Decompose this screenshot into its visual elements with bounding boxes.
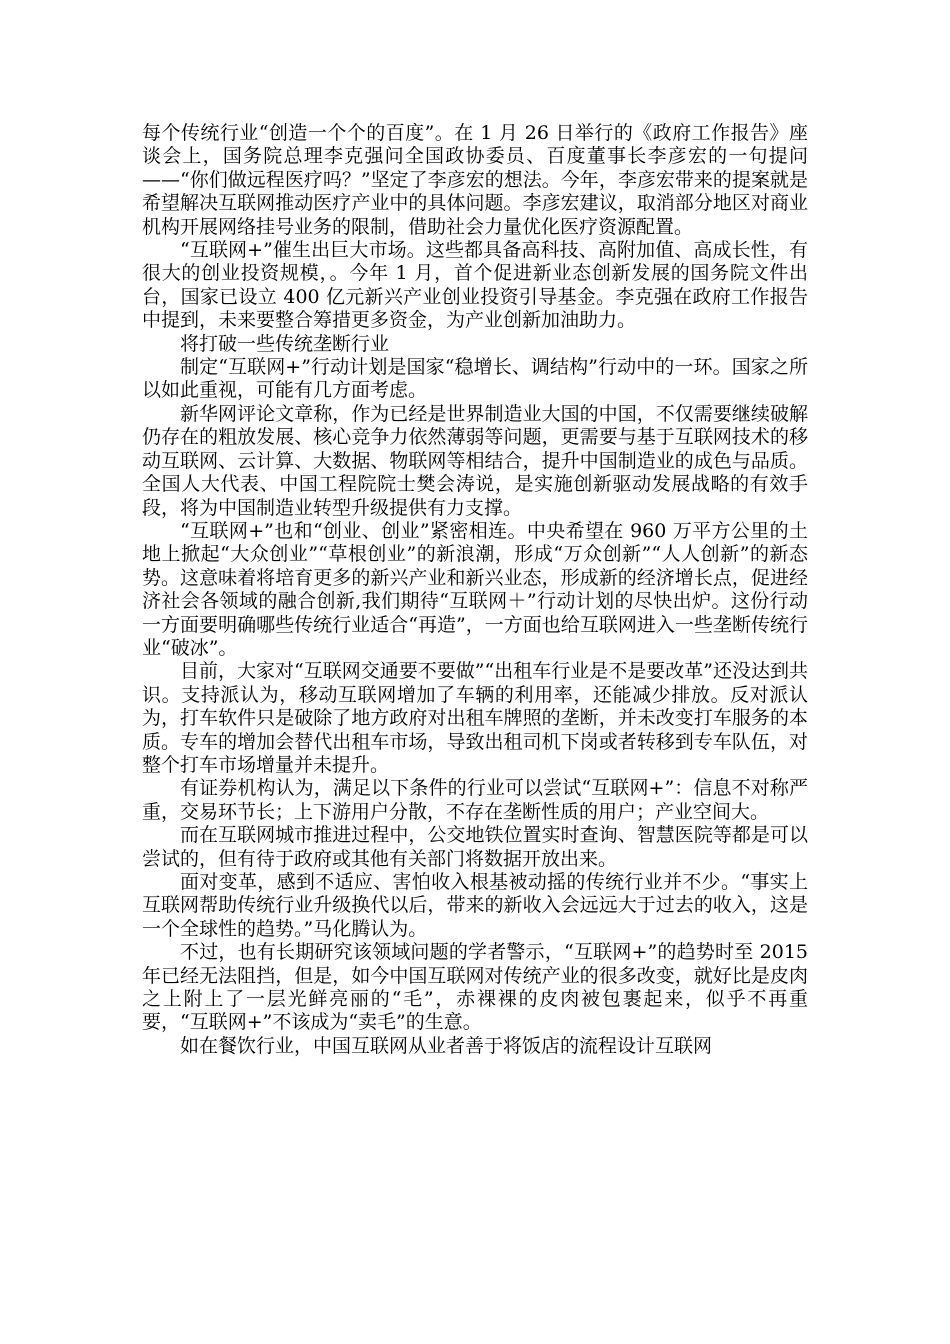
paragraph-catering: 如在餐饮行业，中国互联网从业者善于将饭店的流程设计互联网 <box>180 1034 713 1057</box>
section-heading-break-monopoly: 将打破一些传统垄断行业 <box>180 332 390 355</box>
paragraph-entrepreneurship: “互联网+”也和“创业、创业”紧密相连。中央希望在 960 万平方公里的土地上掀起“大众创业”“草根创业”的新浪潮，形成“万众创新”“人人创新”的新态势。这意味着将培育更多的新兴产业和新兴业态，形成新的经济增长点，促进经济社会各领域的融合创新,我们期待“互联网＋”行动计划的尽快出炉。这份行动一方面要明确哪些传统行业适合“再造”，一方面也给互联网进入一些垄断传统行业“破冰”。 <box>142 519 808 659</box>
paragraph-scholar-warning: 不过，也有长期研究该领域问题的学者警示，“互联网+”的趋势时至 2015 年已经无法阻挡，但是，如今中国互联网对传统产业的很多改变，就好比是皮肉之上附上了一层光鲜亮丽的“毛”，赤裸裸的皮肉被包裹起来，似乎不再重要，“互联网+”不该成为“卖毛”的生意。 <box>142 941 808 1034</box>
paragraph-baidu-proposal: 每个传统行业“创造一个个的百度”。在 1 月 26 日举行的《政府工作报告》座谈会上，国务院总理李克强问全国政协委员、百度董事长李彦宏的一句提问——“你们做远程医疗吗？”坚定了李彦宏的想法。今年，李彦宏带来的提案就是希望解决互联网推动医疗产业中的具体问题。李彦宏建议，取消部分地区对商业机构开展网络挂号业务的限制，借助社会力量优化医疗资源配置。 <box>142 122 808 238</box>
paragraph-huge-market: “互联网+”催生出巨大市场。这些都具备高科技、高附加值、高成长性，有很大的创业投资规模，。今年 1 月，首个促进新业态创新发展的国务院文件出台，国家已设立 400 亿元新兴产业创业投资引导基金。李克强在政府工作报告中提到，未来要整合筹措更多资金，为产业创新加油助力。 <box>142 239 808 332</box>
paragraph-securities-view: 有证券机构认为，满足以下条件的行业可以尝试“互联网+”：信息不对称严重，交易环节长；上下游用户分散，不存在垄断性质的用户；产业空间大。 <box>142 777 808 823</box>
paragraph-ma-huateng: 面对变革，感到不适应、害怕收入根基被动摇的传统行业并不少。“事实上互联网帮助传统行业升级换代以后，带来的新收入会远远大于过去的收入，这是一个全球性的趋势。”马化腾认为。 <box>142 871 808 940</box>
paragraph-smart-city: 而在互联网城市推进过程中，公交地铁位置实时查询、智慧医院等都是可以尝试的，但有待于政府或其他有关部门将数据开放出来。 <box>142 824 808 870</box>
document-page <box>142 122 808 1058</box>
paragraph-action-plan: 制定“互联网+”行动计划是国家“稳增长、调结构”行动中的一环。国家之所以如此重视，可能有几方面考虑。 <box>142 356 808 402</box>
paragraph-taxi-debate: 目前，大家对“互联网交通要不要做”“出租车行业是不是要改革”还没达到共识。支持派认为，移动互联网增加了车辆的利用率，还能减少排放。反对派认为，打车软件只是破除了地方政府对出租车牌照的垄断，并未改变打车服务的本质。专车的增加会替代出租车市场，导致出租司机下岗或者转移到专车队伍，对整个打车市场增量并未提升。 <box>142 660 808 776</box>
paragraph-xinhua-commentary: 新华网评论文章称，作为已经是世界制造业大国的中国，不仅需要继续破解仍存在的粗放发展、核心竞争力依然薄弱等问题，更需要与基于互联网技术的移动互联网、云计算、大数据、物联网等相结合，提升中国制造业的成色与品质。全国人大代表、中国工程院院士樊会涛说，是实施创新驱动发展战略的有效手段，将为中国制造业转型升级提供有力支撑。 <box>142 402 808 519</box>
